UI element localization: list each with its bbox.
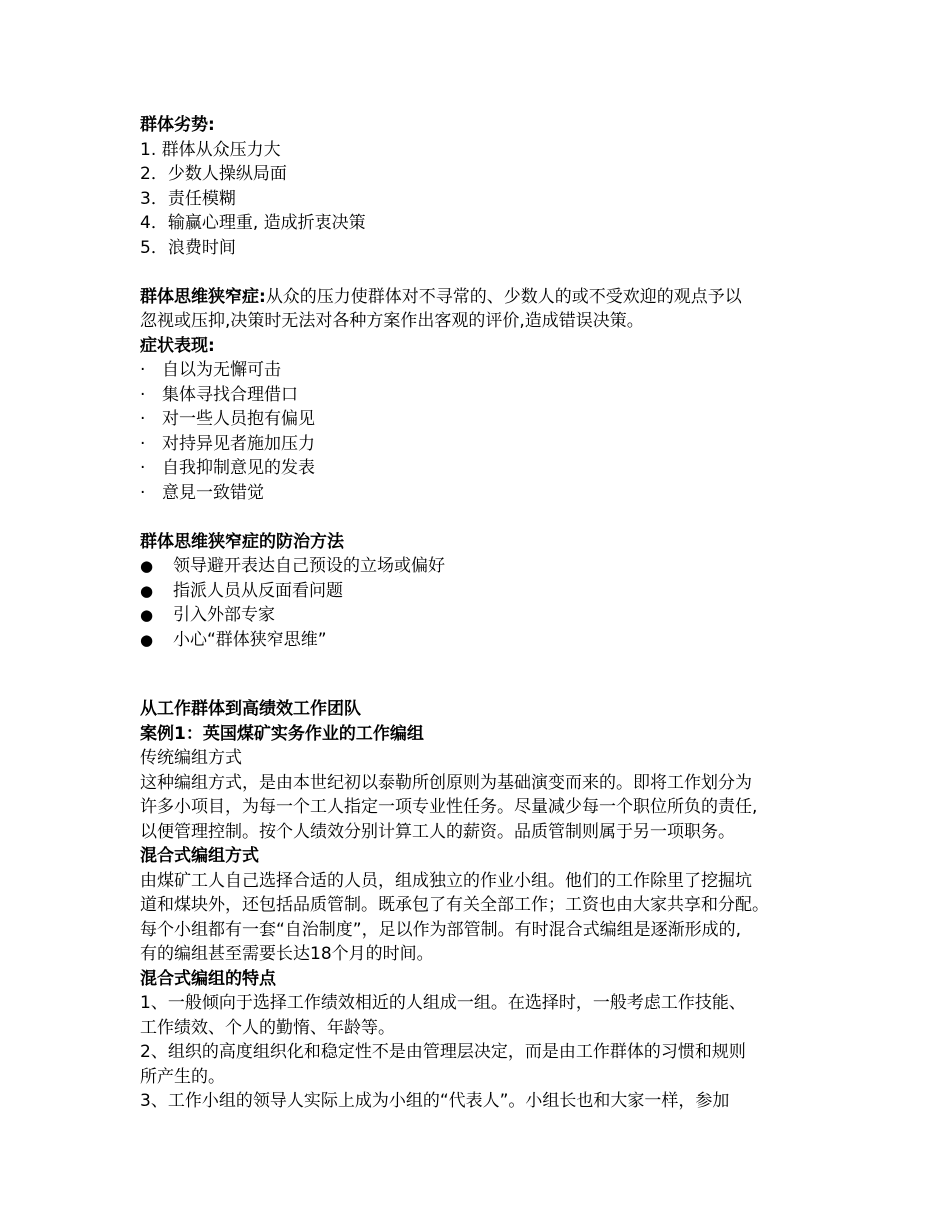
list-item xyxy=(140,603,830,628)
features-paragraph xyxy=(140,991,830,1114)
list-item: 5．浪费时间 xyxy=(140,237,236,258)
list-item-text: 领导避开表达自己预设的立场或偏好 xyxy=(173,556,445,576)
list-item: 1. 群体从众压力大 xyxy=(140,139,281,160)
paragraph-line: 所产生的。 xyxy=(140,1066,225,1087)
paragraph-line: 许多小项目，为每一个工人指定一项专业性任务。尽量减少每一个职位所负的责任, xyxy=(140,797,758,817)
groupthink-definition xyxy=(140,285,830,310)
paragraph-line: 3、工作小组的领导人实际上成为小组的“代表人”。小组长也和大家一样，参加 xyxy=(140,1091,730,1111)
paragraph-line: 有的编组甚至需要长达18个月的时间。 xyxy=(140,944,434,964)
teams-heading: 从工作群体到高绩效工作团队 xyxy=(140,699,361,719)
document-page xyxy=(140,113,830,1114)
list-item-text: 对一些人员抱有偏见 xyxy=(162,409,315,429)
paragraph-line: 以便管理控制。按个人绩效分别计算工人的薪资。品质管制则属于另一项职务。 xyxy=(140,821,735,842)
list-item xyxy=(140,432,830,457)
list-item-text: 自我抑制意见的发表 xyxy=(162,458,315,478)
group-disadvantages-heading: 群体劣势: xyxy=(140,115,215,135)
list-item-text: 引入外部专家 xyxy=(173,605,275,625)
list-item xyxy=(140,481,830,506)
list-item-text: 集体寻找合理借口 xyxy=(162,384,298,405)
bullet-dot: ● xyxy=(140,606,154,624)
groupthink-definition-line1: 从众的压力使群体对不寻常的、少数人的或不受欢迎的观点予以 xyxy=(265,286,742,307)
symptoms-list xyxy=(140,358,830,505)
paragraph-line: 这种编组方式，是由本世纪初以泰勒所创原则为基础演变而来的。即将工作划分为 xyxy=(140,772,752,793)
mixed-heading: 混合式编组方式 xyxy=(140,846,259,866)
bullet-dot: · xyxy=(140,433,146,454)
features-heading: 混合式编组的特点 xyxy=(140,968,276,989)
paragraph-line: 由煤矿工人自己选择合适的人员，组成独立的作业小组。他们的工作除里了挖掘坑 xyxy=(140,870,752,891)
mixed-paragraph xyxy=(140,869,830,967)
prevention-list xyxy=(140,554,830,652)
list-item-text: 对持异见者施加压力 xyxy=(162,433,315,454)
bullet-dot: ● xyxy=(140,557,154,575)
bullet-dot: · xyxy=(140,384,146,405)
groupthink-term: 群体思维狭窄症: xyxy=(140,286,266,307)
traditional-paragraph xyxy=(140,771,830,845)
list-item xyxy=(140,383,830,408)
paragraph-line: 每个小组都有一套“自治制度”，足以作为部管制。有时混合式编组是逐渐形成的, xyxy=(140,919,742,940)
case-title: 案例1：英国煤矿实务作业的工作编组 xyxy=(140,723,424,744)
list-item xyxy=(140,456,830,481)
bullet-dot: · xyxy=(140,482,146,503)
paragraph-line: 道和煤块外，还包括品质管制。既承包了有关全部工作；工资也由大家共享和分配。 xyxy=(140,895,769,915)
list-item xyxy=(140,628,830,653)
list-item xyxy=(140,554,830,579)
list-item xyxy=(140,358,830,383)
list-item: 4．输赢心理重, 造成折衷决策 xyxy=(140,213,366,233)
traditional-heading: 传统编组方式 xyxy=(140,748,242,768)
list-item-text: 小心“群体狭窄思维” xyxy=(173,629,327,650)
symptoms-heading: 症状表现: xyxy=(140,335,215,356)
groupthink-definition-line2: 忽视或压抑,决策时无法对各种方案作出客观的评价,造成错误决策。 xyxy=(140,311,644,331)
group-disadvantages-list xyxy=(140,138,830,261)
bullet-dot: · xyxy=(140,360,146,380)
paragraph-line: 1、一般倾向于选择工作绩效相近的人组成一组。在选择时，一般考虑工作技能、 xyxy=(140,993,746,1013)
list-item-text: 指派人员从反面看问题 xyxy=(173,580,343,601)
bullet-dot: ● xyxy=(140,630,154,649)
bullet-dot: · xyxy=(140,409,146,429)
spacer xyxy=(140,505,830,530)
prevention-heading: 群体思维狭窄症的防治方法 xyxy=(140,531,344,552)
spacer xyxy=(140,260,830,285)
paragraph-line: 工作绩效、个人的勤惰、年龄等。 xyxy=(140,1017,395,1038)
list-item xyxy=(140,407,830,432)
list-item: 3．责任模糊 xyxy=(140,188,236,209)
bullet-dot: ● xyxy=(140,581,154,600)
bullet-dot: · xyxy=(140,458,146,478)
list-item xyxy=(140,579,830,604)
spacer xyxy=(140,652,830,697)
list-item-text: 自以为无懈可击 xyxy=(162,360,281,380)
list-item-text: 意見一致错觉 xyxy=(162,482,264,503)
list-item: 2．少数人操纵局面 xyxy=(140,164,287,184)
paragraph-line: 2、组织的高度组织化和稳定性不是由管理层决定，而是由工作群体的习惯和规则 xyxy=(140,1042,746,1062)
